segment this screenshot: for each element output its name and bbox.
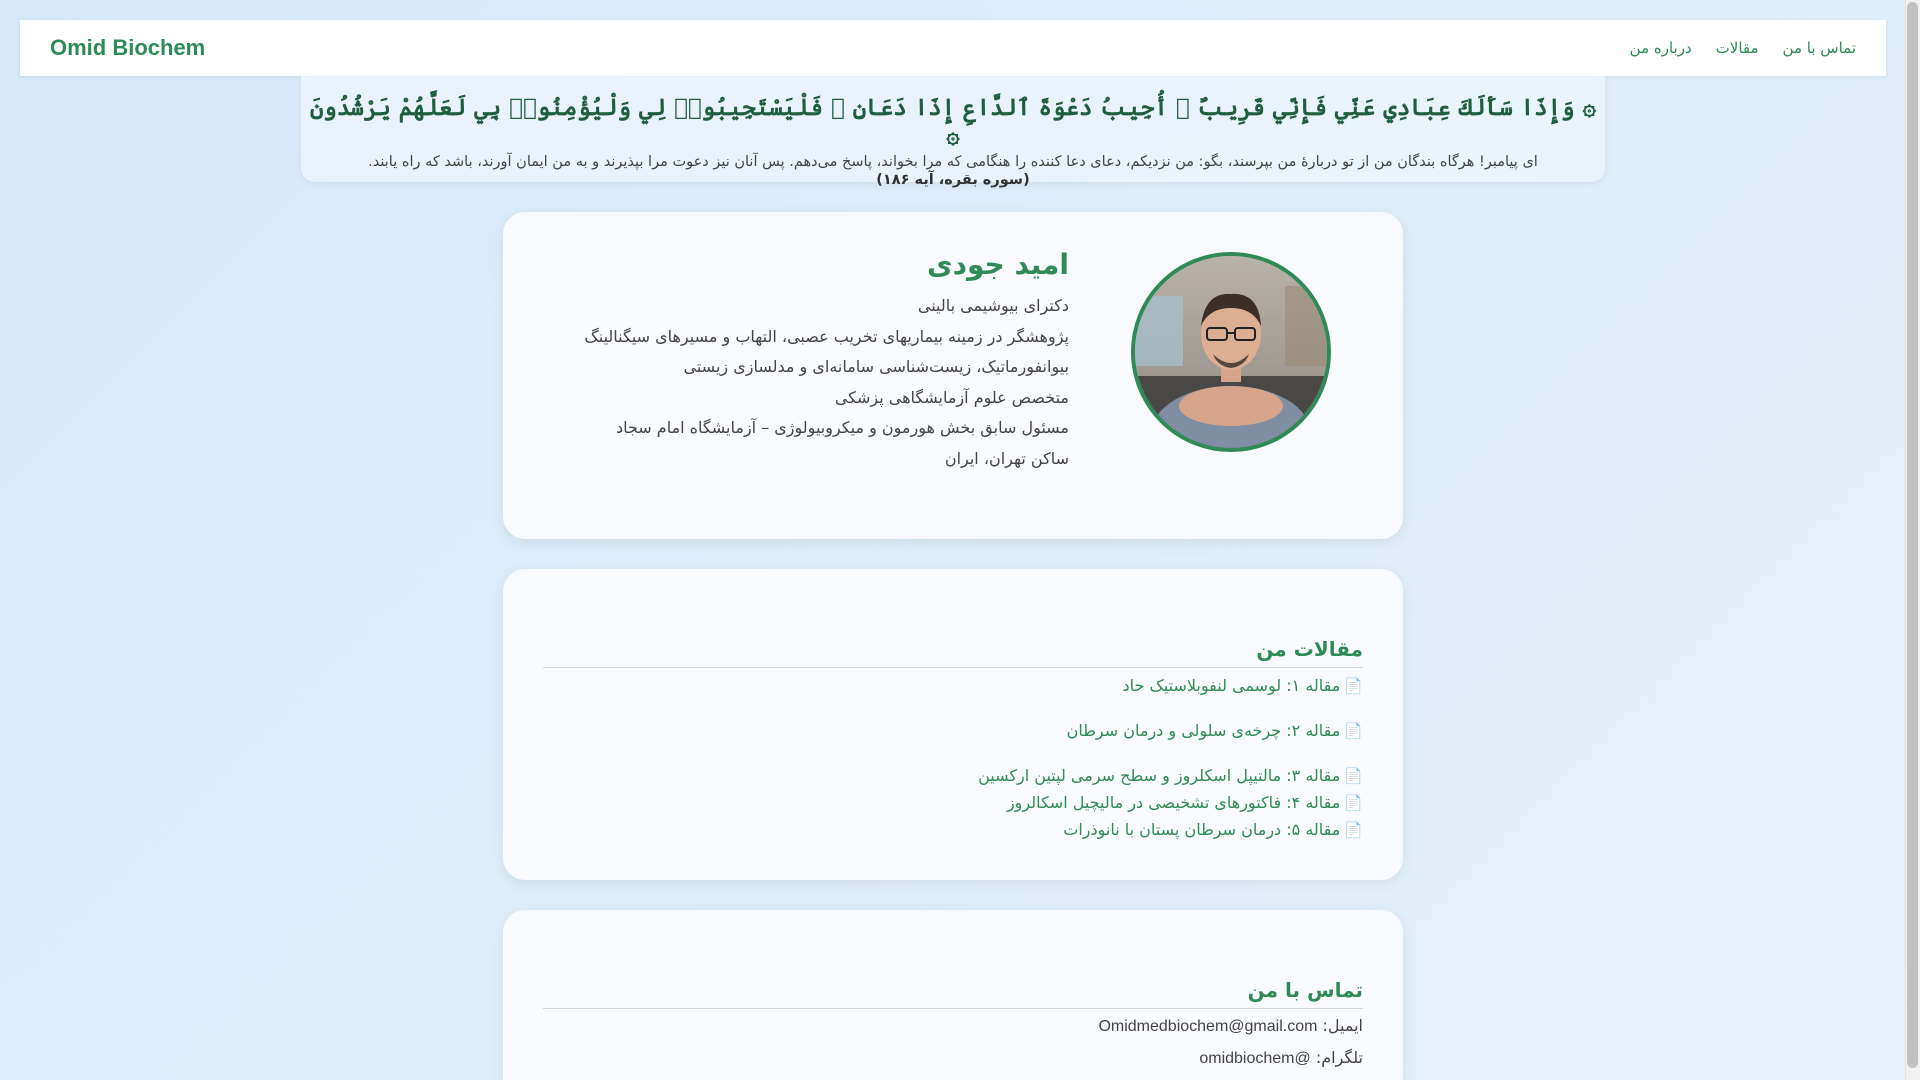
document-icon: 📄 bbox=[1344, 767, 1363, 785]
article-link-1[interactable] bbox=[1123, 676, 1363, 695]
email-value[interactable]: Omidmedbiochem@gmail.com bbox=[1098, 1018, 1318, 1035]
nav-about[interactable]: درباره من bbox=[1629, 39, 1692, 57]
profile-name: امید جودی bbox=[926, 248, 1069, 281]
article-label: مقاله ۴: فاکتورهای تشخیصی در مالیچیل اسکالروز bbox=[1006, 793, 1341, 812]
profile-specialty: متخصص علوم آزمایشگاهی پزشکی bbox=[834, 387, 1069, 407]
profile-research: پژوهشگر در زمینه بیماریهای تخریب عصبی، التهاب و مسیرهای سیگنالینگ bbox=[584, 326, 1069, 346]
article-link-2[interactable] bbox=[1067, 721, 1363, 740]
contact-divider bbox=[543, 1008, 1363, 1009]
articles-divider bbox=[543, 667, 1363, 668]
verse-reference: (سوره بقره، آیه ۱۸۶) bbox=[876, 172, 1030, 189]
document-icon: 📄 bbox=[1344, 821, 1363, 839]
articles-card bbox=[503, 569, 1403, 880]
contact-telegram-row bbox=[1199, 1048, 1363, 1068]
profile-card bbox=[503, 212, 1403, 539]
top-navbar bbox=[20, 20, 1886, 76]
email-label: ایمیل: bbox=[1322, 1016, 1363, 1035]
article-link-5[interactable] bbox=[1063, 820, 1363, 839]
article-label: مقاله ۱: لوسمی لنفوبلاستیک حاد bbox=[1122, 676, 1341, 695]
avatar bbox=[1131, 252, 1331, 452]
contact-email-row bbox=[1098, 1016, 1363, 1036]
article-link-4[interactable] bbox=[1007, 793, 1363, 812]
nav-articles[interactable]: مقالات bbox=[1715, 39, 1759, 57]
profile-former-role: مسئول سابق بخش هورمون و میکروبیولوژی – آزمایشگاه امام سجاد bbox=[615, 418, 1069, 438]
nav-links bbox=[1630, 39, 1856, 57]
article-label: مقاله ۳: مالتیپل اسکلروز و سطح سرمی لپتین ارکسین bbox=[978, 766, 1341, 785]
verse-arabic: ۞ وَإِذَا سَأَلَكَ عِبَادِي عَنِّي فَإِنِّي قَرِيبٌ ۖ أُجِيبُ دَعْوَةَ ٱلدَّاعِ إِذَا دَعَانِ ۖ فَلْيَسْتَجِيبُوا۟ لِي وَلْيُؤْمِنُوا۟ بِي لَعَلَّهُمْ يَرْشُدُونَ ۞ bbox=[309, 94, 1597, 149]
verse-translation: ای پیامبر! هرگاه بندگان من از تو دربارهٔ من بپرسند، بگو: من نزدیکم، دعای دعا کننده را هنگامی که مرا بخواند، پاسخ می‌دهم. پس آنان نیز دعوت مرا بپذیرند و به من ایمان آورند، باشد که راه یابند. bbox=[368, 154, 1538, 171]
verse-banner bbox=[301, 76, 1605, 189]
scrollbar-thumb[interactable] bbox=[1907, 2, 1918, 1068]
document-icon: 📄 bbox=[1344, 794, 1363, 812]
avatar-photo bbox=[1135, 256, 1327, 448]
article-label: مقاله ۲: چرخه‌ی سلولی و درمان سرطان bbox=[1066, 721, 1341, 740]
profile-bioinformatics: بیوانفورماتیک، زیست‌شناسی سامانه‌ای و مدلسازی زیستی bbox=[683, 357, 1069, 377]
contact-card bbox=[503, 910, 1403, 1080]
profile-degree: دکترای بیوشیمی بالینی bbox=[917, 296, 1069, 315]
telegram-label: تلگرام: bbox=[1315, 1048, 1363, 1067]
article-label: مقاله ۵: درمان سرطان پستان با نانوذرات bbox=[1063, 820, 1341, 839]
telegram-value[interactable]: omidbiochem@ bbox=[1199, 1050, 1311, 1067]
document-icon: 📄 bbox=[1344, 722, 1363, 740]
profile-info bbox=[529, 248, 1069, 475]
article-link-3[interactable] bbox=[978, 766, 1363, 785]
document-icon: 📄 bbox=[1344, 677, 1363, 695]
nav-contact[interactable]: تماس با من bbox=[1782, 39, 1856, 57]
profile-location: ساکن تهران، ایران bbox=[944, 448, 1069, 468]
articles-title: مقالات من bbox=[1256, 637, 1363, 661]
brand-logo[interactable]: Omid Biochem bbox=[50, 35, 206, 60]
contact-title: تماس با من bbox=[1247, 978, 1363, 1002]
scrollbar[interactable] bbox=[1905, 0, 1920, 1080]
